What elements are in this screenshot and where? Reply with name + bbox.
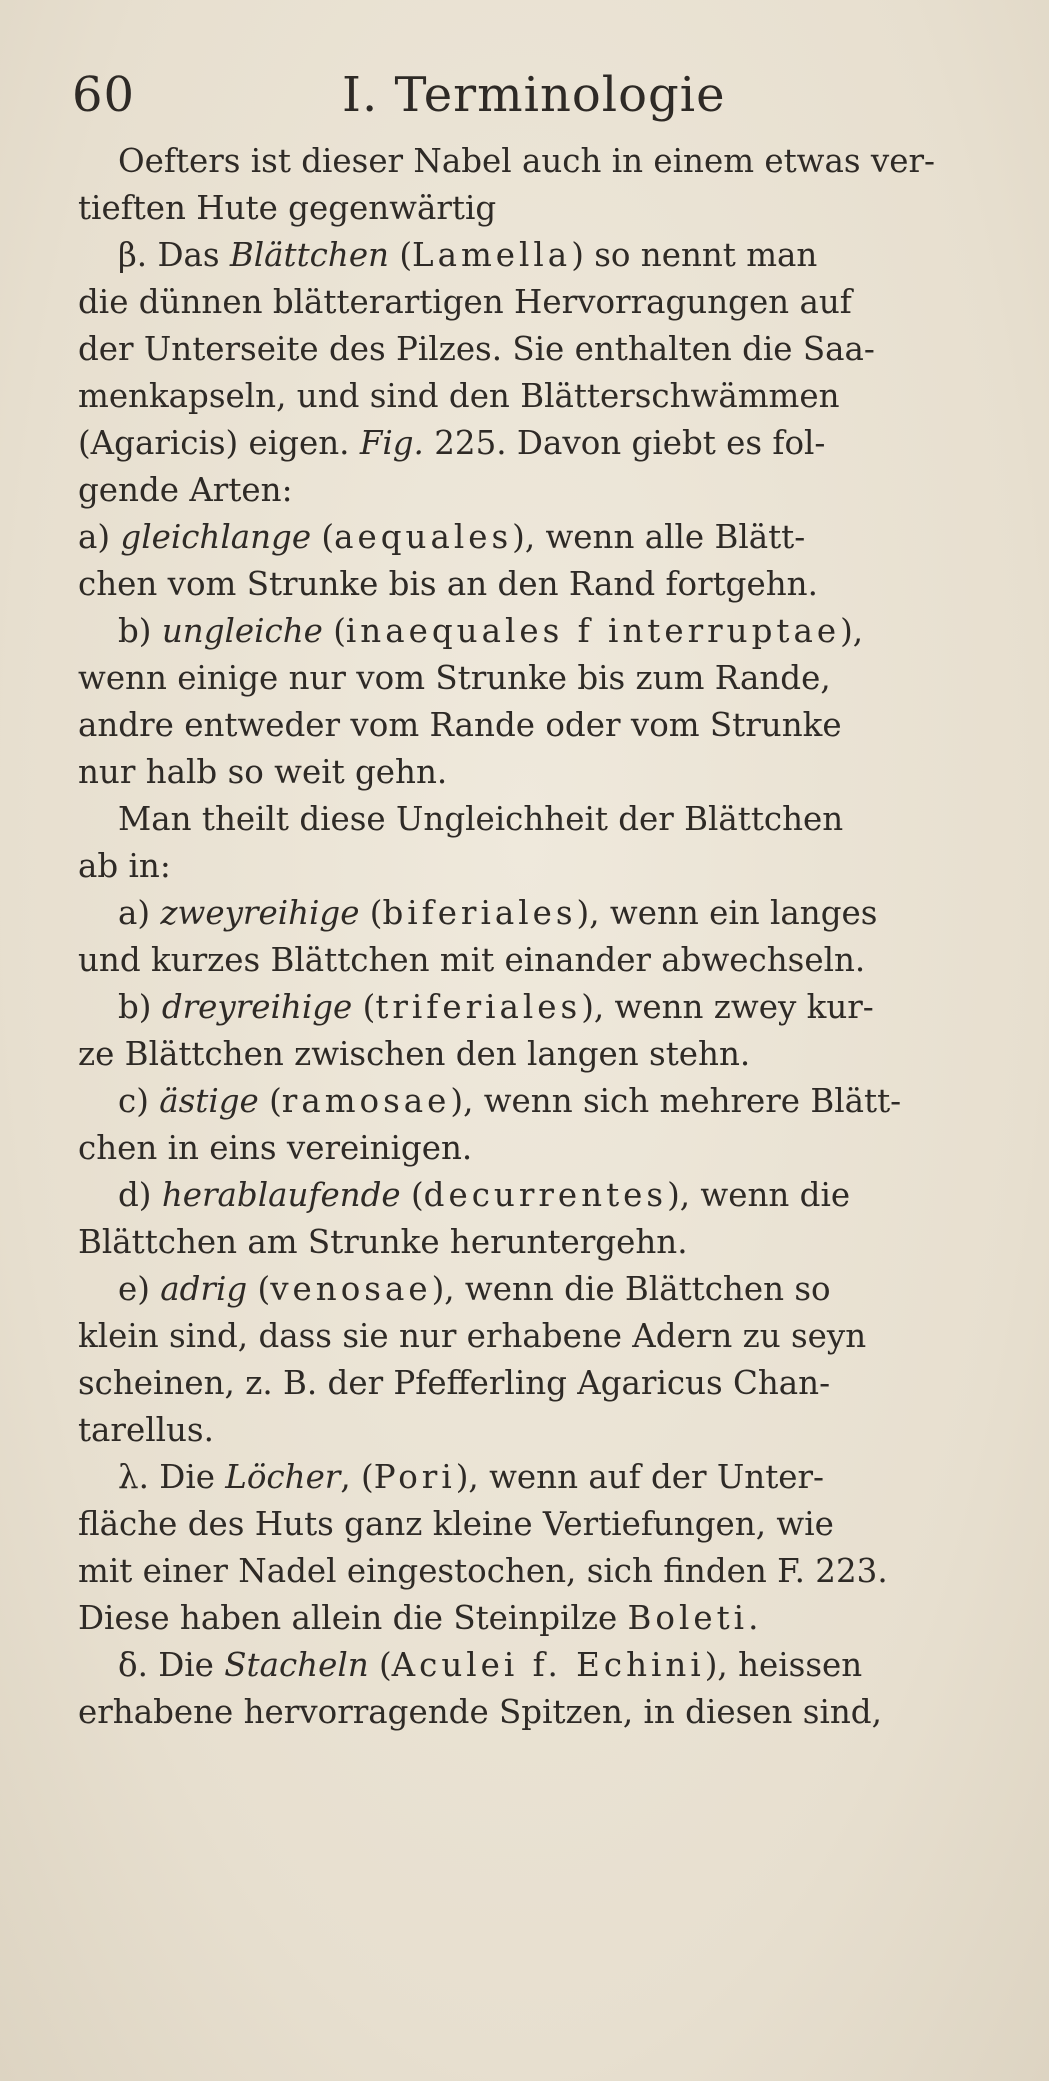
text-segment: ), wenn ein langes bbox=[576, 894, 878, 932]
text-segment: ungleiche bbox=[161, 612, 323, 650]
text-line bbox=[78, 1689, 978, 1736]
text-segment: klein sind, dass sie nur erhabene Adern zu seyn bbox=[78, 1317, 867, 1355]
text-segment: λ. Die bbox=[118, 1458, 226, 1496]
text-segment: b) bbox=[118, 988, 162, 1026]
text-line bbox=[78, 279, 978, 326]
text-segment: d) bbox=[118, 1176, 162, 1214]
text-line bbox=[78, 1172, 978, 1219]
text-segment: ), wenn sich mehrere Blätt- bbox=[450, 1082, 902, 1120]
text-segment: ), wenn auf der Unter- bbox=[455, 1458, 825, 1496]
text-segment: a) bbox=[118, 894, 161, 932]
text-segment: der Unterseite des Pilzes. Sie enthalten die Saa- bbox=[78, 330, 875, 368]
text-segment: Löcher bbox=[225, 1458, 341, 1496]
text-line bbox=[78, 1313, 978, 1360]
text-segment: 225. Davon giebt es fol- bbox=[423, 424, 826, 462]
text-line bbox=[78, 561, 978, 608]
text-segment: wenn einige nur vom Strunke bis zum Rande, bbox=[78, 659, 831, 697]
text-segment: aequales bbox=[334, 518, 513, 556]
text-segment: Oefters ist dieser Nabel auch in einem etwas ver- bbox=[118, 142, 935, 180]
text-line bbox=[78, 655, 978, 702]
text-line bbox=[78, 373, 978, 420]
text-segment: ( bbox=[400, 1176, 424, 1214]
text-segment: (Agaricis) eigen. bbox=[78, 424, 360, 462]
text-segment: Pori bbox=[373, 1458, 456, 1496]
text-line bbox=[78, 1454, 978, 1501]
text-segment: ( bbox=[247, 1270, 271, 1308]
text-segment: Blättchen am Strunke heruntergehn. bbox=[78, 1223, 688, 1261]
text-segment: ze Blättchen zwischen den langen stehn. bbox=[78, 1035, 751, 1073]
text-segment: ), heissen bbox=[704, 1646, 863, 1684]
text-segment: scheinen, z. B. der Pfefferling Agaricus Chan- bbox=[78, 1364, 831, 1402]
text-line bbox=[78, 420, 978, 467]
text-segment: biferiales bbox=[382, 894, 577, 932]
text-segment: β. Das bbox=[118, 236, 230, 274]
text-segment: adrig bbox=[160, 1270, 248, 1308]
text-line bbox=[78, 138, 978, 185]
text-segment: mit einer Nadel eingestochen, sich finden F. 223. bbox=[78, 1552, 888, 1590]
text-segment: Stacheln bbox=[224, 1646, 369, 1684]
text-line bbox=[78, 608, 978, 655]
text-segment: Boleti bbox=[627, 1599, 749, 1637]
text-line bbox=[78, 984, 978, 1031]
text-line bbox=[78, 1078, 978, 1125]
text-segment: menkapseln, und sind den Blätterschwämmen bbox=[78, 377, 840, 415]
text-segment: triferiales bbox=[375, 988, 582, 1026]
text-segment: gleichlange bbox=[120, 518, 312, 556]
text-line bbox=[78, 326, 978, 373]
text-line bbox=[78, 1642, 978, 1689]
text-line bbox=[78, 890, 978, 937]
text-segment: herablaufende bbox=[161, 1176, 401, 1214]
text-segment: b) bbox=[118, 612, 162, 650]
text-line bbox=[78, 937, 978, 984]
text-segment: ab in: bbox=[78, 847, 171, 885]
text-segment: e) bbox=[118, 1270, 161, 1308]
text-segment: c) bbox=[118, 1082, 160, 1120]
text-segment: decurrentes bbox=[423, 1176, 668, 1214]
text-segment: ( bbox=[352, 988, 376, 1026]
text-line bbox=[78, 185, 978, 232]
text-segment: ( bbox=[258, 1082, 282, 1120]
text-line bbox=[78, 843, 978, 890]
text-line bbox=[78, 232, 978, 279]
text-segment: nur halb so weit gehn. bbox=[78, 753, 448, 791]
page-number: 60 bbox=[72, 67, 136, 123]
text-segment: tarellus. bbox=[78, 1411, 214, 1449]
text-line bbox=[78, 796, 978, 843]
text-line bbox=[78, 1407, 978, 1454]
text-line bbox=[78, 514, 978, 561]
body-text bbox=[78, 138, 978, 1736]
text-segment: ( bbox=[322, 612, 346, 650]
text-segment: erhabene hervorragende Spitzen, in diesen sind, bbox=[78, 1693, 882, 1731]
text-segment: δ. Die bbox=[118, 1646, 225, 1684]
text-segment: ( bbox=[359, 894, 383, 932]
text-line bbox=[78, 1125, 978, 1172]
text-line bbox=[78, 1360, 978, 1407]
text-segment: zweyreihige bbox=[160, 894, 360, 932]
text-segment: dreyreihige bbox=[161, 988, 353, 1026]
text-segment: venosae bbox=[270, 1270, 432, 1308]
text-segment: andre entweder vom Rande oder vom Strunke bbox=[78, 706, 842, 744]
text-line bbox=[78, 702, 978, 749]
text-segment: Aculei f. Echini bbox=[391, 1646, 705, 1684]
text-segment: ), wenn alle Blätt- bbox=[512, 518, 806, 556]
text-segment: chen vom Strunke bis an den Rand fortgehn. bbox=[78, 565, 818, 603]
text-line bbox=[78, 1595, 978, 1642]
page-header bbox=[72, 60, 972, 130]
text-segment: tieften Hute gegenwärtig bbox=[78, 189, 497, 227]
text-segment: ), wenn die bbox=[667, 1176, 851, 1214]
text-segment: gende Arten: bbox=[78, 471, 293, 509]
text-segment: und kurzes Blättchen mit einander abwechseln. bbox=[78, 941, 866, 979]
text-segment: ), bbox=[840, 612, 864, 650]
text-segment: ), wenn zwey kur- bbox=[581, 988, 874, 1026]
text-segment: ), wenn die Blättchen so bbox=[431, 1270, 831, 1308]
text-segment: a) bbox=[78, 518, 121, 556]
text-line bbox=[78, 1501, 978, 1548]
text-segment: . bbox=[748, 1599, 759, 1637]
text-segment: ästige bbox=[159, 1082, 259, 1120]
text-line bbox=[78, 1219, 978, 1266]
running-title: I. Terminologie bbox=[342, 67, 726, 123]
text-segment: fläche des Huts ganz kleine Vertiefungen, wie bbox=[78, 1505, 834, 1543]
text-segment: Fig. bbox=[359, 424, 424, 462]
text-segment: chen in eins vereinigen. bbox=[78, 1129, 473, 1167]
text-segment: Blättchen bbox=[229, 236, 389, 274]
text-segment: ( bbox=[311, 518, 335, 556]
text-segment: ( bbox=[388, 236, 412, 274]
text-line bbox=[78, 1548, 978, 1595]
text-line bbox=[78, 1031, 978, 1078]
text-segment: , ( bbox=[340, 1458, 374, 1496]
text-segment: Lamella bbox=[412, 236, 572, 274]
text-segment: ( bbox=[368, 1646, 392, 1684]
text-segment: Man theilt diese Ungleichheit der Blättchen bbox=[118, 800, 844, 838]
text-segment: ) so nennt man bbox=[571, 236, 818, 274]
text-segment: Diese haben allein die Steinpilze bbox=[78, 1599, 628, 1637]
text-line bbox=[78, 467, 978, 514]
text-line bbox=[78, 1266, 978, 1313]
text-segment: die dünnen blätterartigen Hervorragungen auf bbox=[78, 283, 852, 321]
text-segment: ramosae bbox=[281, 1082, 451, 1120]
text-segment: inaequales f interruptae bbox=[345, 612, 841, 650]
text-line bbox=[78, 749, 978, 796]
